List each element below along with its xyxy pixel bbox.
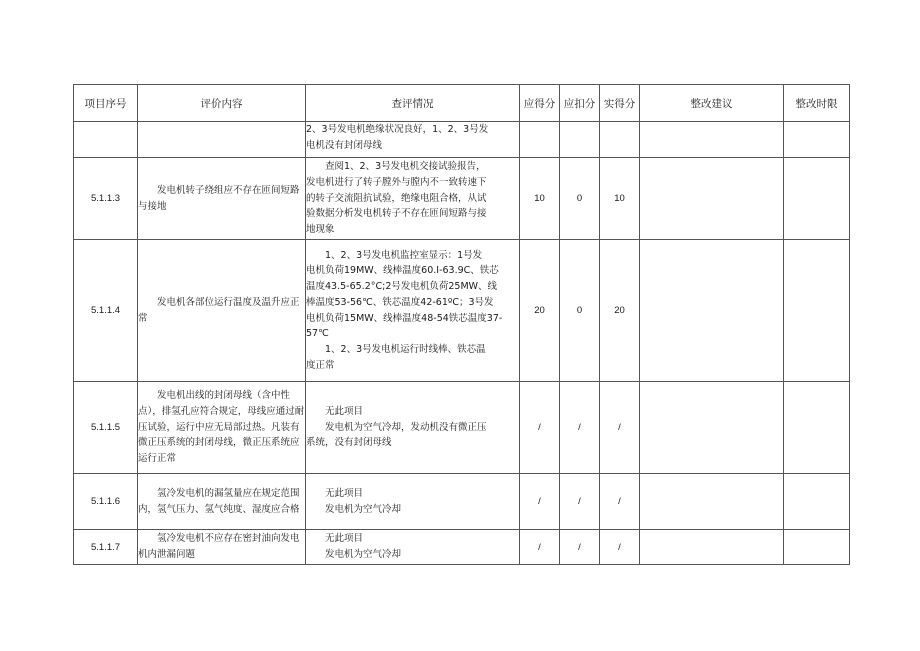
row-deadline xyxy=(784,240,850,382)
review-line: 1、2、3号发电机监控室显示：1号发 xyxy=(325,249,483,261)
review-line: 电机负荷15MW、线棒温度48-54铁芯温度37- xyxy=(306,312,503,324)
row-deadline xyxy=(784,530,850,565)
row-content xyxy=(138,122,306,158)
review-line: 发电机为空气冷却 xyxy=(325,549,402,560)
header-suggestion: 整改建议 xyxy=(640,85,784,122)
review-line: 电机负荷19MW、线棒温度60.I-63.9C、铁芯 xyxy=(306,265,499,277)
row-deadline xyxy=(784,122,850,158)
row-review xyxy=(306,474,520,530)
table-row xyxy=(74,530,850,565)
row-should: / xyxy=(520,474,560,530)
review-line: 查阅1、2、3号发电机交接试验报告， xyxy=(325,161,486,173)
row-suggestion xyxy=(640,158,784,240)
review-line: 验数据分析发电机转子不存在匝间短路与接 xyxy=(306,208,487,220)
review-line: 无此项目 xyxy=(325,487,364,499)
row-actual: / xyxy=(600,474,640,530)
review-line: 1、2、3号发电机运行时线棒、铁芯温 xyxy=(325,343,486,355)
row-content: 发电机出线的封闭母线（含中性点），排氢孔应符合规定，母线应通过耐压试验，运行中应无局部过热。凡装有微正压系统的封闭母线，微正压系统应运行正常 xyxy=(138,382,306,474)
row-actual: / xyxy=(600,530,640,565)
row-actual xyxy=(600,122,640,158)
row-deduct: 0 xyxy=(560,240,600,382)
row-should: / xyxy=(520,382,560,474)
row-seq: 5.1.1.4 xyxy=(74,240,138,382)
row-suggestion xyxy=(640,474,784,530)
review-line: 发电机为空气冷却，发动机没有微正压 xyxy=(325,421,487,433)
review-line: 电机没有封闭母线 xyxy=(306,139,383,151)
review-line: 度正常 xyxy=(306,359,335,371)
header-row xyxy=(74,85,850,122)
review-line: 2、3号发电机绝缘状况良好，1、2、3号发 xyxy=(306,124,489,135)
row-seq: 5.1.1.5 xyxy=(74,382,138,474)
row-deduct xyxy=(560,122,600,158)
row-suggestion xyxy=(640,122,784,158)
row-suggestion xyxy=(640,530,784,565)
row-suggestion xyxy=(640,382,784,474)
table-row xyxy=(74,382,850,474)
row-should xyxy=(520,122,560,158)
review-line: 发电机进行了转子膛外与膛内不一致转速下 xyxy=(306,176,487,188)
row-seq xyxy=(74,122,138,158)
table-row xyxy=(74,240,850,382)
review-line: 57℃ xyxy=(306,328,329,340)
row-deadline xyxy=(784,158,850,240)
row-should: 10 xyxy=(520,158,560,240)
row-deadline xyxy=(784,382,850,474)
header-content: 评价内容 xyxy=(138,85,306,122)
row-review xyxy=(306,240,520,382)
header-deadline: 整改时限 xyxy=(784,85,850,122)
review-line: 发电机为空气冷却 xyxy=(325,503,402,515)
row-deduct: / xyxy=(560,474,600,530)
row-seq: 5.1.1.7 xyxy=(74,530,138,565)
row-review xyxy=(306,382,520,474)
row-seq: 5.1.1.3 xyxy=(74,158,138,240)
row-review xyxy=(306,122,520,158)
row-suggestion xyxy=(640,240,784,382)
row-deduct: 0 xyxy=(560,158,600,240)
row-content: 氢冷发电机的漏氢量应在规定范围内，氢气压力、氢气纯度、湿度应合格 xyxy=(138,474,306,530)
table-row xyxy=(74,474,850,530)
row-deduct: / xyxy=(560,382,600,474)
header-review: 查评情况 xyxy=(306,85,520,122)
header-seq: 项目序号 xyxy=(74,85,138,122)
row-content: 氢冷发电机不应存在密封油向发电机内泄漏问题 xyxy=(138,530,306,565)
row-should: 20 xyxy=(520,240,560,382)
row-deadline xyxy=(784,474,850,530)
row-content: 发电机转子绕组应不存在匝间短路与接地 xyxy=(138,158,306,240)
review-line: 的转子交流阻抗试验，绝缘电阻合格，从试 xyxy=(306,192,487,204)
row-deduct: / xyxy=(560,530,600,565)
review-line: 地现象 xyxy=(306,224,335,236)
table-row xyxy=(74,158,850,240)
row-actual: 10 xyxy=(600,158,640,240)
row-actual: / xyxy=(600,382,640,474)
review-line: 无此项目 xyxy=(325,533,364,545)
header-deduct: 应扣分 xyxy=(560,85,600,122)
row-actual: 20 xyxy=(600,240,640,382)
row-review xyxy=(306,158,520,240)
review-line: 无此项目 xyxy=(325,405,364,417)
row-should: / xyxy=(520,530,560,565)
row-seq: 5.1.1.6 xyxy=(74,474,138,530)
header-should: 应得分 xyxy=(520,85,560,122)
review-line: 棒温度53-56℃、铁芯温度42-61ºC；3号发 xyxy=(306,296,494,308)
row-review xyxy=(306,530,520,565)
review-line: 系统，没有封闭母线 xyxy=(306,437,392,449)
row-content: 发电机各部位运行温度及温升应正常 xyxy=(138,240,306,382)
evaluation-table xyxy=(73,84,850,565)
review-line: 温度43.5-65.2°C;2号发电机负荷25MW、线 xyxy=(306,281,498,293)
table-row xyxy=(74,122,850,158)
header-actual: 实得分 xyxy=(600,85,640,122)
